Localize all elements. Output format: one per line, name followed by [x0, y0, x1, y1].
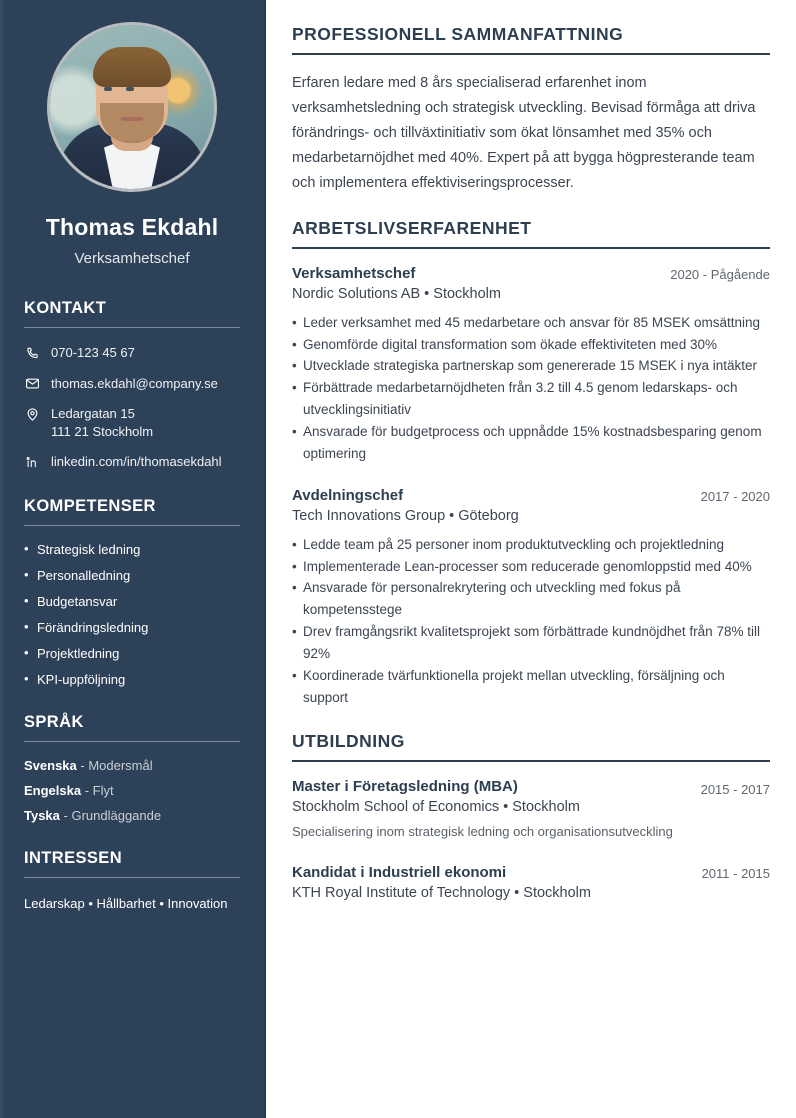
list-item: • Drev framgångsrikt kvalitetsprojekt som förbättrade kundnöjdhet från 78% till 92% — [292, 621, 770, 665]
list-item: • Implementerade Lean-processer som reducerade genomloppstid med 40% — [292, 556, 770, 578]
job-dates: 2020 - Pågående — [670, 266, 770, 282]
job-company: Nordic Solutions AB • Stockholm — [292, 285, 501, 302]
linkedin-icon — [24, 454, 40, 470]
photo-hair — [93, 47, 171, 87]
address-line-2: 111 21 Stockholm — [51, 423, 154, 439]
photo-eye-right — [126, 87, 134, 91]
list-item — [24, 758, 240, 773]
photo-eye-left — [104, 87, 112, 91]
school-name: KTH Royal Institute of Technology • Stockholm — [292, 884, 591, 901]
list-item: • KPI-uppföljning — [24, 672, 240, 687]
list-item: • Budgetansvar — [24, 594, 240, 609]
school-name: Stockholm School of Economics • Stockholm — [292, 798, 580, 815]
job-company: Tech Innovations Group • Göteborg — [292, 507, 519, 524]
list-item: • Förändringsledning — [24, 620, 240, 635]
contact-linkedin[interactable] — [24, 453, 240, 471]
language-level: - Modersmål — [80, 757, 153, 773]
avatar — [47, 22, 217, 192]
list-item: • Ledde team på 25 personer inom produktutveckling och projektledning — [292, 534, 770, 556]
interests-heading: INTRESSEN — [24, 848, 123, 867]
experience-entry — [292, 487, 770, 709]
candidate-title: Verksamhetschef — [74, 250, 190, 267]
language-name: Svenska — [24, 757, 77, 773]
list-item: • Ansvarade för budgetprocess och uppnådde 15% kostnadsbesparing genom optimering — [292, 421, 770, 465]
list-item: • Strategisk ledning — [24, 542, 240, 557]
languages-heading: SPRÅK — [24, 712, 84, 731]
interests-section — [24, 849, 240, 914]
education-heading: UTBILDNING — [292, 730, 405, 751]
envelope-icon — [24, 376, 40, 392]
location-pin-icon — [24, 406, 40, 422]
education-dates: 2011 - 2015 — [701, 865, 770, 881]
job-bullets — [292, 534, 770, 709]
photo-mouth — [121, 117, 143, 121]
skills-section — [24, 497, 240, 687]
list-item — [24, 783, 240, 798]
list-item: • Projektledning — [24, 646, 240, 661]
education-entry — [292, 778, 770, 842]
summary-heading: PROFESSIONELL SAMMANFATTNING — [292, 24, 624, 44]
experience-section — [292, 218, 770, 709]
job-role: Avdelningschef — [292, 486, 404, 504]
contact-section — [24, 299, 240, 471]
education-divider — [292, 760, 770, 762]
degree-title: Master i Företagsledning (MBA) — [292, 777, 518, 795]
photo-container — [24, 22, 240, 192]
experience-entry-main — [292, 265, 656, 302]
contact-phone[interactable] — [24, 344, 240, 362]
experience-entry-main — [292, 487, 687, 524]
interests-divider — [24, 877, 240, 878]
experience-heading: ARBETSLIVSERFARENHET — [292, 217, 532, 238]
contact-address-value — [51, 405, 153, 440]
list-item: • Utvecklade strategiska partnerskap som genererade 15 MSEK i nya intäkter — [292, 355, 770, 377]
education-entry — [292, 864, 770, 901]
education-entry-header — [292, 778, 770, 815]
language-name: Tyska — [24, 807, 60, 823]
candidate-name: Thomas Ekdahl — [45, 214, 219, 240]
languages-divider — [24, 741, 240, 742]
job-bullets — [292, 312, 770, 465]
language-level: - Grundläggande — [63, 807, 162, 823]
list-item: • Ansvarade för personalrekrytering och utveckling med fokus på kompetensstege — [292, 577, 770, 621]
degree-title: Kandidat i Industriell ekonomi — [292, 863, 507, 881]
education-entry-header — [292, 864, 770, 901]
experience-entry-header — [292, 487, 770, 524]
contact-address — [24, 405, 240, 440]
list-item: • Genomförde digital transformation som ökade effektiviteten med 30% — [292, 334, 770, 356]
contact-linkedin-value: linkedin.com/in/thomasekdahl — [51, 454, 222, 470]
skills-heading: KOMPETENSER — [24, 496, 156, 515]
phone-icon — [24, 345, 40, 361]
address-line-1: Ledargatan 15 — [51, 406, 135, 422]
list-item — [24, 808, 240, 823]
summary-divider — [292, 53, 770, 55]
skills-list — [24, 542, 240, 687]
summary-section — [292, 24, 770, 196]
sidebar — [0, 0, 266, 1118]
experience-entry — [292, 265, 770, 465]
experience-entry-header — [292, 265, 770, 302]
contact-list — [24, 344, 240, 471]
language-name: Engelska — [24, 782, 82, 798]
experience-divider — [292, 247, 770, 249]
skills-divider — [24, 525, 240, 526]
education-dates: 2015 - 2017 — [700, 781, 770, 797]
education-section — [292, 731, 770, 901]
contact-phone-value: 070-123 45 67 — [51, 345, 135, 360]
summary-text: Erfaren ledare med 8 års specialiserad erfarenhet inom verksamhetsledning och strategisk utveckling. Bevisad förmåga att driva förändrings- och tillväxtinitiativ som ökat lönsamhet med 35% och medarbetarnöjdhet med 40%. Expert på att bygga högpresterande team och implementera effektiviseringsprocesser. — [292, 75, 756, 191]
list-item: • Förbättrade medarbetarnöjdheten från 3.2 till 4.5 genom ledarskaps- och utvecklingsinitiativ — [292, 377, 770, 421]
contact-email[interactable] — [24, 375, 240, 393]
contact-divider — [24, 327, 240, 328]
list-item: • Koordinerade tvärfunktionella projekt mellan utveckling, försäljning och support — [292, 665, 770, 709]
contact-email-value: thomas.ekdahl@company.se — [51, 375, 218, 391]
list-item: • Leder verksamhet med 45 medarbetare och ansvar för 85 MSEK omsättning — [292, 312, 770, 334]
language-level: - Flyt — [84, 782, 114, 798]
list-item: • Personalledning — [24, 568, 240, 583]
main-content — [266, 0, 796, 1118]
interests-text: Ledarskap • Hållbarhet • Innovation — [24, 895, 228, 911]
education-description: Specialisering inom strategisk ledning och organisationsutveckling — [292, 823, 673, 839]
education-entry-main — [292, 864, 688, 901]
languages-list — [24, 758, 240, 823]
education-entry-main — [292, 778, 684, 815]
job-role: Verksamhetschef — [292, 264, 416, 282]
contact-heading: KONTAKT — [24, 299, 107, 317]
job-dates: 2017 - 2020 — [700, 488, 770, 504]
languages-section — [24, 713, 240, 823]
